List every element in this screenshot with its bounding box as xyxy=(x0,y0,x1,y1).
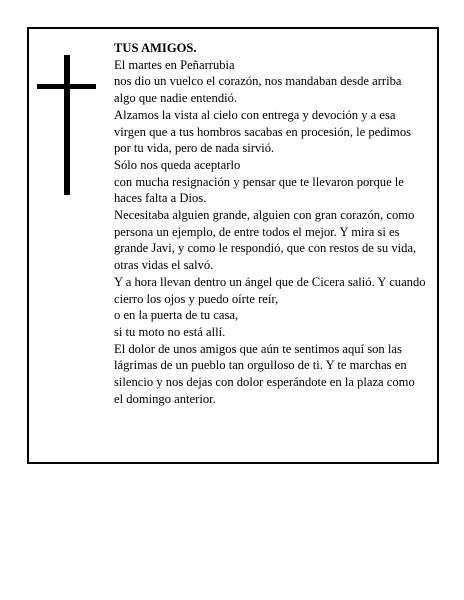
cross-horizontal-bar xyxy=(37,84,96,89)
memorial-line: Y a hora llevan dentro un ángel que de Cicera salió. Y cuando cierro los ojos y puedo oírte reír, xyxy=(114,274,426,306)
memorial-text xyxy=(114,40,426,407)
memorial-line: Alzamos la vista al cielo con entrega y devoción y a esa virgen que a tus hombros sacabas en procesión, le pedimos por tu vida, pero de nada sirvió. xyxy=(114,107,412,156)
memorial-line: Necesitaba alguien grande, alguien con gran corazón, como persona un ejemplo, de entre todos el mejor. Y mira si es grande Javi, y como le respondió, que con restos de su vida, otras vidas el salvó. xyxy=(114,208,417,273)
memorial-line: Sólo nos queda aceptarlo xyxy=(114,157,241,172)
memorial-line: nos dio un vuelco el corazón, nos mandaban desde arriba algo que nadie entendió. xyxy=(114,74,402,106)
memorial-line: si tu moto no está allí. xyxy=(114,324,226,339)
memorial-title: TUS AMIGOS. xyxy=(114,41,197,55)
cross-vertical-bar xyxy=(64,55,70,195)
memorial-line: El dolor de unos amigos que aún te sentimos aquí son las lágrimas de un pueblo tan orgulloso de ti. Y te marchas en silencio y nos dejas con dolor esperándote en la plaza como el domingo anterior. xyxy=(114,341,415,406)
memorial-line: o en la puerta de tu casa, xyxy=(114,308,239,323)
memorial-line: El martes en Peñarrubia xyxy=(114,57,235,72)
memorial-line: con mucha resignación y pensar que te llevaron porque le haces falta a Dios. xyxy=(114,174,404,206)
